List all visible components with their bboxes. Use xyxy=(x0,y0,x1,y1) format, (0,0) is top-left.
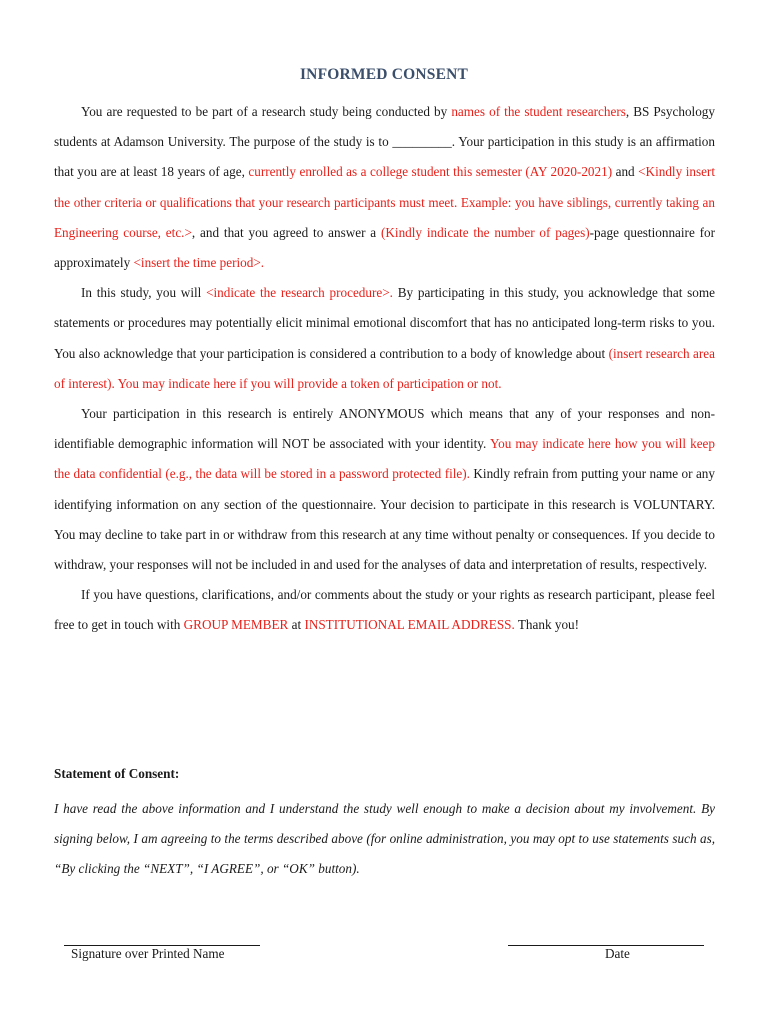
placeholder-email: INSTITUTIONAL EMAIL ADDRESS. xyxy=(304,617,515,633)
date-label: Date xyxy=(605,946,630,961)
placeholder-confidentiality: You may indicate here how you will keep the data confidential (e.g., the data will be stored in a password protected file). xyxy=(54,436,715,482)
placeholder-time-period: <insert the time period>. xyxy=(133,255,265,271)
text-segment: In this study, you will xyxy=(81,285,207,301)
text-segment: at xyxy=(288,617,305,633)
placeholder-procedure: <indicate the research procedure>. xyxy=(206,285,393,301)
placeholder-research-area: (insert research area of interest). You may indicate here if you will provide a token of participation or not. xyxy=(54,345,715,391)
text-segment: -page questionnaire for approximately xyxy=(54,224,716,271)
paragraph-purpose xyxy=(54,97,715,278)
text-segment: You are requested to be part of a research study being conducted by xyxy=(81,104,452,119)
document-title: INFORMED CONSENT xyxy=(299,66,469,83)
placeholder-criteria: <Kindly insert the other criteria or qualifications that your research participants must meet. Example: you have siblings, currently taking an Engineering course, etc.> xyxy=(54,164,715,240)
consent-body xyxy=(54,97,715,641)
text-segment: , and that you agreed to answer a xyxy=(191,224,381,240)
text-segment: , BS Psychology students at Adamson University. The purpose of the study is to _________. Your participation in this study is an affirmation that you are at least 18 years of age, xyxy=(54,104,715,180)
text-segment: By participating in this study, you acknowledge that some statements or procedures may potentially elicit minimal emotional discomfort that has no anticipated long-term risks to you. You also acknowledge that your participation is considered a contribution to a body of knowledge about xyxy=(54,285,716,361)
placeholder-researcher-names: names of the student researchers xyxy=(451,104,626,119)
paragraph-contact xyxy=(54,580,715,640)
paragraph-procedure xyxy=(54,278,715,399)
placeholder-page-count: (Kindly indicate the number of pages) xyxy=(380,224,590,240)
text-segment: Your participation in this research is entirely ANONYMOUS which means that any of your responses and non-identifiable demographic information will NOT be associated with your identity. xyxy=(54,406,715,452)
text-segment: If you have questions, clarifications, and/or comments about the study or your rights as research participant, please feel free to get in touch with xyxy=(54,587,715,633)
signature-label: Signature over Printed Name xyxy=(71,946,225,961)
placeholder-group-member: GROUP MEMBER xyxy=(183,617,289,633)
text-segment: Kindly refrain from putting your name or any identifying information on any section of the questionnaire. Your decision to participate in this research is VOLUNTARY. You may decline to take part in or withdraw from this research at any time without penalty or consequences. If you decide to withdraw, your responses will not be included in and used for the analyses of data and interpretation of results, respectively. xyxy=(54,466,715,573)
placeholder-enrollment: currently enrolled as a college student this semester (AY 2020-2021) xyxy=(248,164,613,180)
text-segment: Thank you! xyxy=(514,617,580,633)
statement-heading: Statement of Consent: xyxy=(54,766,180,781)
text-segment: and xyxy=(612,164,639,180)
statement-text: I have read the above information and I understand the study well enough to make a decision about my involvement. By signing below, I am agreeing to the terms described above (for online administration, you may opt to use statements such as, “By clicking the “NEXT”, “I AGREE”, or “OK” button). xyxy=(54,801,715,877)
paragraph-anonymity xyxy=(54,399,715,580)
